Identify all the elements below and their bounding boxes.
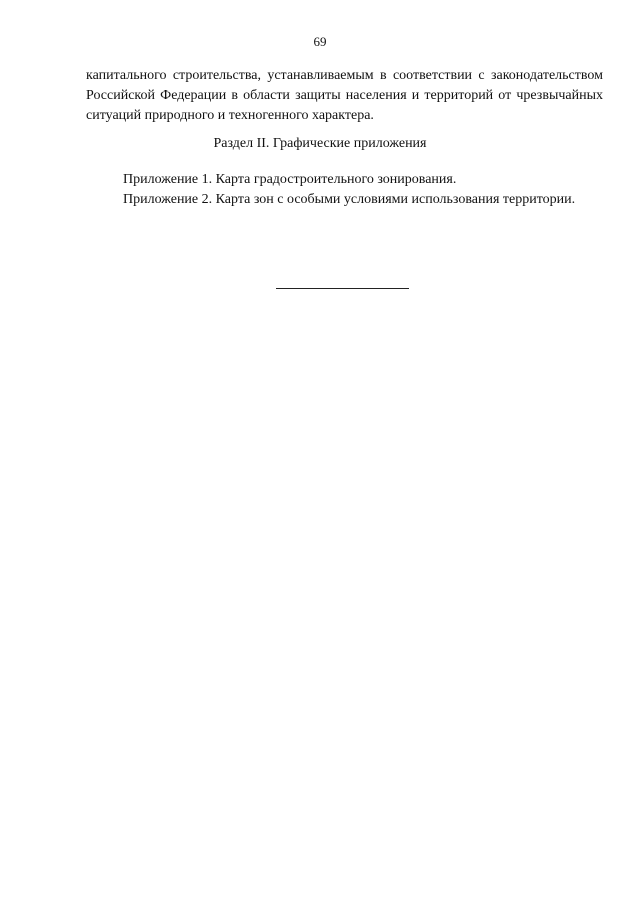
- section-heading: Раздел II. Графические приложения: [213, 136, 427, 151]
- appendix-item-2: Приложение 2. Карта зон с особыми условиями использования территории.: [123, 192, 576, 207]
- page-number: 69: [313, 34, 327, 49]
- appendix-list: [86, 170, 603, 210]
- end-divider: [276, 288, 409, 289]
- paragraph-continuation: капитального строительства, устанавливаемым в соответствии с законодательством Российской Федерации в области защиты населения и территорий от чрезвычайных ситуаций природного и техногенного характера.: [86, 68, 603, 123]
- appendix-item-1: Приложение 1. Карта градостроительного зонирования.: [123, 172, 457, 187]
